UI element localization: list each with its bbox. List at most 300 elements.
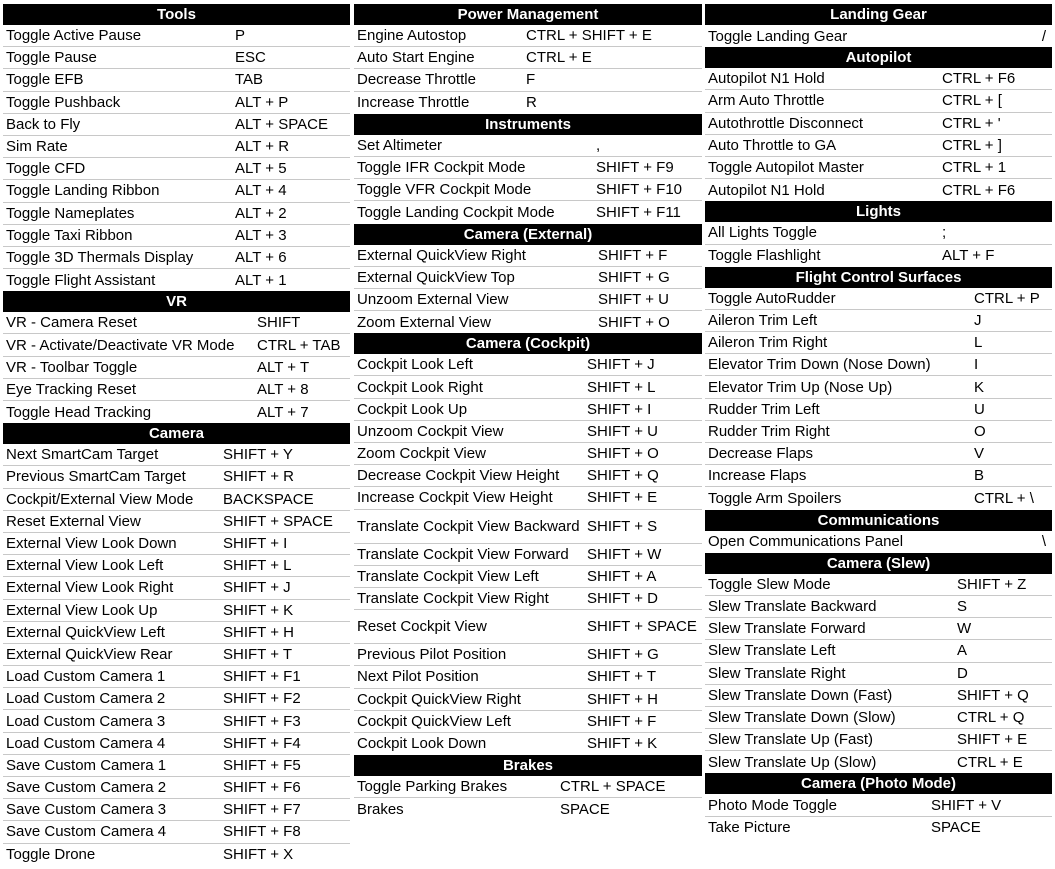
shortcut-action: Open Communications Panel <box>708 533 904 551</box>
section-header: VR <box>3 291 350 312</box>
shortcut-row <box>354 798 702 820</box>
shortcut-action: Next SmartCam Target <box>6 446 159 464</box>
shortcut-row <box>354 510 702 544</box>
section-landing-gear <box>705 4 1052 47</box>
section-communications <box>705 510 1052 553</box>
shortcut-key: SHIFT + L <box>587 378 656 396</box>
shortcut-action: External QuickView Right <box>357 246 526 264</box>
shortcut-action: Load Custom Camera 4 <box>6 734 166 752</box>
shortcut-key: J <box>974 311 982 329</box>
shortcut-key: CTRL + F6 <box>942 181 1016 199</box>
shortcut-row <box>3 444 350 466</box>
shortcut-row <box>354 69 702 91</box>
shortcut-key: CTRL + 1 <box>942 159 1007 177</box>
shortcut-row <box>705 421 1052 443</box>
shortcut-row <box>3 466 350 488</box>
shortcut-key: SHIFT + F1 <box>223 668 301 686</box>
shortcut-row <box>3 136 350 158</box>
shortcut-row <box>3 533 350 555</box>
shortcut-action: Toggle Landing Cockpit Mode <box>357 203 555 221</box>
shortcut-action: Aileron Trim Right <box>708 334 828 352</box>
shortcut-action: Toggle Landing Gear <box>708 27 848 45</box>
shortcut-row <box>705 399 1052 421</box>
shortcut-key: SHIFT + K <box>587 735 658 753</box>
shortcut-row <box>3 203 350 225</box>
shortcut-action: VR - Camera Reset <box>6 314 137 332</box>
shortcut-row <box>354 465 702 487</box>
shortcut-key: SHIFT + G <box>587 646 659 664</box>
shortcut-key: SHIFT + F5 <box>223 756 301 774</box>
section-camera-external <box>354 224 702 334</box>
shortcut-action: Brakes <box>357 800 404 818</box>
shortcut-action: Next Pilot Position <box>357 668 479 686</box>
section-header: Brakes <box>354 755 702 776</box>
shortcut-row <box>3 777 350 799</box>
shortcut-key: SHIFT <box>257 314 301 332</box>
shortcut-action: Toggle Parking Brakes <box>357 778 508 796</box>
shortcut-key: CTRL + SPACE <box>560 778 666 796</box>
shortcut-key: L <box>974 334 983 352</box>
shortcut-row <box>3 844 350 866</box>
shortcut-key: ALT + F <box>942 247 995 265</box>
shortcut-row <box>3 401 350 423</box>
shortcut-action: Translate Cockpit View Forward <box>357 545 569 563</box>
shortcut-key: V <box>974 445 985 463</box>
shortcut-key: SHIFT + V <box>931 796 1002 814</box>
shortcut-key: SHIFT + S <box>587 518 658 534</box>
column-3 <box>705 4 1052 839</box>
shortcut-action: Save Custom Camera 4 <box>6 823 167 841</box>
section-header: Camera (Slew) <box>705 553 1052 574</box>
shortcut-row <box>705 596 1052 618</box>
section-header: Instruments <box>354 114 702 135</box>
shortcut-row <box>354 666 702 688</box>
shortcut-key: CTRL + P <box>974 289 1040 307</box>
shortcut-action: Cockpit/External View Mode <box>6 490 194 508</box>
shortcut-key: CTRL + ' <box>942 114 1001 132</box>
shortcut-row <box>705 135 1052 157</box>
shortcut-action: Toggle Nameplates <box>6 204 135 222</box>
shortcut-action: Sim Rate <box>6 138 68 156</box>
shortcut-action: Load Custom Camera 2 <box>6 690 166 708</box>
shortcut-row <box>3 489 350 511</box>
shortcut-key: SHIFT + F2 <box>223 690 301 708</box>
shortcut-action: Set Altimeter <box>357 136 443 154</box>
shortcut-row <box>3 733 350 755</box>
shortcut-row <box>354 711 702 733</box>
shortcut-action: External QuickView Left <box>6 623 165 641</box>
shortcut-key: CTRL + Q <box>957 708 1025 726</box>
shortcut-key: / <box>1041 27 1046 45</box>
shortcut-action: Toggle Head Tracking <box>6 403 152 421</box>
shortcut-key: SHIFT + F6 <box>223 779 301 797</box>
shortcut-key: CTRL + \ <box>974 489 1034 507</box>
shortcut-key: SHIFT + H <box>223 623 294 641</box>
shortcut-key: F <box>526 71 536 89</box>
shortcut-row <box>354 443 702 465</box>
shortcut-action: Slew Translate Left <box>708 642 836 660</box>
shortcut-action: Reset Cockpit View <box>357 619 487 635</box>
shortcut-row <box>354 487 702 509</box>
shortcut-key: SHIFT + SPACE <box>223 512 333 530</box>
shortcut-key: SHIFT + O <box>587 445 659 463</box>
shortcut-row <box>3 225 350 247</box>
shortcut-action: Take Picture <box>708 819 791 837</box>
shortcut-action: Increase Flaps <box>708 467 807 485</box>
shortcut-key: TAB <box>235 71 264 89</box>
shortcut-row <box>354 776 702 798</box>
shortcut-key: SHIFT + I <box>587 400 652 418</box>
shortcut-key: CTRL + TAB <box>257 336 341 354</box>
shortcut-key: ALT + 6 <box>235 248 287 266</box>
shortcut-key: SHIFT + F <box>598 246 668 264</box>
shortcut-row <box>354 201 702 223</box>
shortcut-key: K <box>974 378 985 396</box>
shortcut-action: Autothrottle Disconnect <box>708 114 864 132</box>
shortcut-row <box>354 179 702 201</box>
shortcut-row <box>3 269 350 291</box>
shortcut-action: Save Custom Camera 1 <box>6 756 167 774</box>
shortcut-action: Toggle Landing Ribbon <box>6 182 160 200</box>
shortcut-action: Autopilot N1 Hold <box>708 70 825 88</box>
shortcut-key: SHIFT + E <box>957 731 1028 749</box>
shortcut-row <box>354 354 702 376</box>
shortcut-row <box>3 710 350 732</box>
shortcut-key: SHIFT + D <box>587 590 658 608</box>
shortcut-row <box>705 354 1052 376</box>
shortcut-action: Slew Translate Down (Fast) <box>708 686 893 704</box>
shortcut-row <box>354 289 702 311</box>
shortcut-key: SHIFT + O <box>598 313 670 331</box>
section-lights <box>705 201 1052 266</box>
shortcut-row <box>705 663 1052 685</box>
section-header: Camera <box>3 423 350 444</box>
shortcut-row <box>705 751 1052 773</box>
shortcut-key: ALT + 3 <box>235 226 287 244</box>
section-camera-slew <box>705 553 1052 774</box>
section-instruments <box>354 114 702 224</box>
shortcut-key: SHIFT + I <box>223 535 288 553</box>
shortcut-key: SPACE <box>931 819 981 837</box>
shortcut-key: B <box>974 467 985 485</box>
shortcut-row <box>3 688 350 710</box>
shortcut-row <box>354 610 702 644</box>
shortcut-key: SHIFT + F7 <box>223 801 301 819</box>
column-1 <box>3 4 350 866</box>
shortcut-row <box>354 566 702 588</box>
shortcut-key: SHIFT + Z <box>957 575 1027 593</box>
section-camera <box>3 423 350 866</box>
shortcut-row <box>705 574 1052 596</box>
shortcut-action: Eye Tracking Reset <box>6 380 137 398</box>
shortcut-row <box>354 135 702 157</box>
shortcut-action: Increase Throttle <box>357 94 470 112</box>
shortcut-row <box>3 158 350 180</box>
shortcut-action: Cockpit Look Left <box>357 356 473 374</box>
shortcut-action: External View Look Up <box>6 601 158 619</box>
shortcut-action: Photo Mode Toggle <box>708 796 837 814</box>
shortcut-row <box>705 25 1052 47</box>
shortcut-action: Toggle Active Pause <box>6 27 142 45</box>
shortcut-key: SHIFT + J <box>223 579 291 597</box>
shortcut-row <box>354 245 702 267</box>
shortcut-row <box>354 92 702 114</box>
section-flight-control-surfaces <box>705 267 1052 510</box>
shortcut-key: U <box>974 400 985 418</box>
shortcut-action: Slew Translate Right <box>708 664 846 682</box>
shortcut-action: Decrease Cockpit View Height <box>357 467 560 485</box>
shortcut-action: VR - Toolbar Toggle <box>6 358 138 376</box>
shortcut-row <box>354 544 702 566</box>
shortcut-key: SHIFT + F3 <box>223 712 301 730</box>
shortcut-row <box>354 689 702 711</box>
shortcut-key: R <box>526 94 537 112</box>
shortcut-key: ALT + SPACE <box>235 115 328 133</box>
shortcut-action: Save Custom Camera 3 <box>6 801 167 819</box>
shortcut-row <box>3 312 350 334</box>
shortcut-action: Slew Translate Forward <box>708 620 866 638</box>
shortcut-row <box>3 25 350 47</box>
shortcut-row <box>354 421 702 443</box>
shortcut-action: VR - Activate/Deactivate VR Mode <box>6 336 235 354</box>
shortcut-key: SHIFT + R <box>223 468 294 486</box>
shortcut-row <box>705 179 1052 201</box>
shortcut-key: SHIFT + T <box>587 668 657 686</box>
shortcut-key: I <box>974 356 979 374</box>
shortcut-row <box>705 443 1052 465</box>
shortcut-action: Aileron Trim Left <box>708 311 818 329</box>
shortcut-row <box>3 799 350 821</box>
shortcut-action: Slew Translate Backward <box>708 598 877 616</box>
shortcut-key: \ <box>1041 533 1046 551</box>
shortcut-key: SHIFT + F9 <box>596 159 674 177</box>
shortcut-key: ALT + 2 <box>235 204 287 222</box>
shortcut-action: Back to Fly <box>6 115 81 133</box>
shortcut-action: Previous SmartCam Target <box>6 468 186 486</box>
shortcut-action: Toggle Pushback <box>6 93 121 111</box>
shortcut-row <box>354 267 702 289</box>
shortcut-action: Slew Translate Down (Slow) <box>708 708 896 726</box>
shortcut-action: Toggle Autopilot Master <box>708 159 864 177</box>
shortcut-key: ALT + P <box>235 93 289 111</box>
shortcut-key: ALT + 4 <box>235 182 287 200</box>
shortcut-key: ; <box>942 224 947 242</box>
shortcut-action: External QuickView Rear <box>6 645 173 663</box>
shortcut-row <box>705 332 1052 354</box>
shortcut-key: ALT + 1 <box>235 271 287 289</box>
shortcut-key: SHIFT + F4 <box>223 734 301 752</box>
shortcut-row <box>705 707 1052 729</box>
shortcut-key: ALT + 8 <box>257 380 309 398</box>
shortcut-action: Translate Cockpit View Right <box>357 590 549 608</box>
shortcut-action: Previous Pilot Position <box>357 646 507 664</box>
shortcut-row <box>705 618 1052 640</box>
shortcut-action: Rudder Trim Right <box>708 422 830 440</box>
shortcut-action: Reset External View <box>6 512 141 530</box>
shortcut-action: All Lights Toggle <box>708 224 817 242</box>
shortcut-row <box>3 69 350 91</box>
shortcut-key: SHIFT + E <box>587 489 658 507</box>
shortcut-key: SHIFT + Q <box>587 467 659 485</box>
shortcut-row <box>705 376 1052 398</box>
shortcut-action: Load Custom Camera 1 <box>6 668 166 686</box>
shortcut-action: Toggle Drone <box>6 846 96 864</box>
shortcut-row <box>3 555 350 577</box>
shortcut-row <box>3 600 350 622</box>
shortcut-row <box>705 685 1052 707</box>
shortcut-key: CTRL + [ <box>942 92 1002 110</box>
shortcut-key: SHIFT + T <box>223 645 293 663</box>
shortcut-row <box>705 288 1052 310</box>
shortcut-action: Translate Cockpit View Backward <box>357 518 580 534</box>
shortcut-row <box>354 25 702 47</box>
shortcut-action: Toggle Slew Mode <box>708 575 831 593</box>
section-camera-cockpit <box>354 333 702 755</box>
shortcut-row <box>705 794 1052 816</box>
shortcut-key: A <box>957 642 968 660</box>
section-vr <box>3 291 350 423</box>
shortcut-key: SHIFT + J <box>587 356 655 374</box>
shortcut-key: CTRL + SHIFT + E <box>526 27 652 45</box>
shortcut-row <box>354 311 702 333</box>
section-header: Camera (Cockpit) <box>354 333 702 354</box>
shortcut-key: D <box>957 664 968 682</box>
shortcut-row <box>705 640 1052 662</box>
shortcut-action: Unzoom Cockpit View <box>357 422 504 440</box>
shortcut-key: SHIFT + A <box>587 567 657 585</box>
shortcut-action: Decrease Flaps <box>708 445 814 463</box>
shortcut-action: Decrease Throttle <box>357 71 476 89</box>
shortcut-row <box>354 733 702 755</box>
shortcut-key: ESC <box>235 49 266 67</box>
shortcut-action: Cockpit Look Up <box>357 400 468 418</box>
shortcut-action: Elevator Trim Down (Nose Down) <box>708 356 931 374</box>
shortcut-row <box>3 577 350 599</box>
column-2 <box>354 4 702 820</box>
shortcut-row <box>3 666 350 688</box>
shortcut-row <box>705 68 1052 90</box>
shortcut-key: CTRL + E <box>526 49 592 67</box>
shortcut-action: External View Look Left <box>6 557 164 575</box>
shortcut-key: SHIFT + U <box>587 422 658 440</box>
section-header: Communications <box>705 510 1052 531</box>
shortcut-action: Engine Autostop <box>357 27 467 45</box>
shortcut-row <box>3 92 350 114</box>
shortcut-row <box>705 465 1052 487</box>
shortcut-key: ALT + R <box>235 138 290 156</box>
section-header: Camera (External) <box>354 224 702 245</box>
section-power-management <box>354 4 702 114</box>
shortcut-row <box>3 334 350 356</box>
shortcut-key: SHIFT + F11 <box>596 203 681 221</box>
shortcut-action: External View Look Down <box>6 535 177 553</box>
shortcut-action: Toggle Taxi Ribbon <box>6 226 133 244</box>
section-header: Lights <box>705 201 1052 222</box>
shortcut-row <box>3 379 350 401</box>
shortcut-row <box>3 357 350 379</box>
shortcut-row <box>3 247 350 269</box>
section-header: Autopilot <box>705 47 1052 68</box>
section-autopilot <box>705 47 1052 201</box>
shortcut-action: Zoom External View <box>357 313 491 331</box>
shortcut-action: Rudder Trim Left <box>708 400 820 418</box>
shortcut-row <box>705 90 1052 112</box>
shortcut-row <box>705 157 1052 179</box>
shortcut-row <box>3 114 350 136</box>
shortcut-action: Save Custom Camera 2 <box>6 779 167 797</box>
shortcut-key: BACKSPACE <box>223 490 314 508</box>
shortcut-action: External View Look Right <box>6 579 174 597</box>
shortcut-action: Toggle 3D Thermals Display <box>6 248 194 266</box>
shortcut-row <box>705 310 1052 332</box>
shortcut-action: Toggle AutoRudder <box>708 289 836 307</box>
shortcut-action: Cockpit Look Down <box>357 735 487 753</box>
shortcut-action: Autopilot N1 Hold <box>708 181 825 199</box>
section-header: Landing Gear <box>705 4 1052 25</box>
shortcut-row <box>3 180 350 202</box>
section-header: Power Management <box>354 4 702 25</box>
shortcut-action: Load Custom Camera 3 <box>6 712 166 730</box>
shortcut-action: Translate Cockpit View Left <box>357 567 539 585</box>
shortcut-row <box>3 644 350 666</box>
section-brakes <box>354 755 702 820</box>
shortcut-action: Toggle VFR Cockpit Mode <box>357 181 532 199</box>
shortcut-key: SHIFT + Q <box>957 686 1029 704</box>
shortcut-row <box>354 644 702 666</box>
shortcut-action: Toggle Pause <box>6 49 97 67</box>
shortcut-key: CTRL + ] <box>942 136 1002 154</box>
shortcut-action: Slew Translate Up (Slow) <box>708 753 877 771</box>
shortcut-key: SHIFT + F8 <box>223 823 301 841</box>
shortcut-row <box>354 157 702 179</box>
shortcut-row <box>705 729 1052 751</box>
shortcut-row <box>3 821 350 843</box>
shortcut-action: Toggle IFR Cockpit Mode <box>357 159 526 177</box>
shortcut-action: Cockpit Look Right <box>357 378 483 396</box>
shortcut-key: CTRL + F6 <box>942 70 1016 88</box>
shortcut-action: Elevator Trim Up (Nose Up) <box>708 378 893 396</box>
shortcut-row <box>354 376 702 398</box>
shortcut-key: ALT + T <box>257 358 310 376</box>
shortcut-action: Unzoom External View <box>357 290 509 308</box>
shortcut-action: Increase Cockpit View Height <box>357 489 553 507</box>
shortcut-key: SHIFT + F <box>587 712 657 730</box>
section-tools <box>3 4 350 291</box>
section-header: Flight Control Surfaces <box>705 267 1052 288</box>
section-header: Tools <box>3 4 350 25</box>
shortcut-key: SHIFT + G <box>598 268 670 286</box>
shortcut-row <box>3 622 350 644</box>
section-camera-photo-mode <box>705 773 1052 838</box>
shortcut-key: SHIFT + SPACE <box>587 619 697 635</box>
shortcut-action: Toggle Flight Assistant <box>6 271 156 289</box>
shortcut-key: SHIFT + X <box>223 846 294 864</box>
shortcut-action: Auto Start Engine <box>357 49 475 67</box>
shortcut-action: Cockpit QuickView Left <box>357 712 511 730</box>
shortcut-action: Toggle Arm Spoilers <box>708 489 842 507</box>
shortcut-row <box>705 531 1052 553</box>
shortcut-key: ALT + 7 <box>257 403 309 421</box>
shortcut-row <box>705 817 1052 839</box>
shortcut-row <box>354 399 702 421</box>
shortcut-row <box>705 222 1052 244</box>
shortcut-row <box>3 511 350 533</box>
shortcut-row <box>354 47 702 69</box>
shortcut-key: SHIFT + K <box>223 601 294 619</box>
shortcut-key: SHIFT + L <box>223 557 292 575</box>
shortcut-key: SHIFT + U <box>598 290 669 308</box>
shortcut-row <box>705 113 1052 135</box>
